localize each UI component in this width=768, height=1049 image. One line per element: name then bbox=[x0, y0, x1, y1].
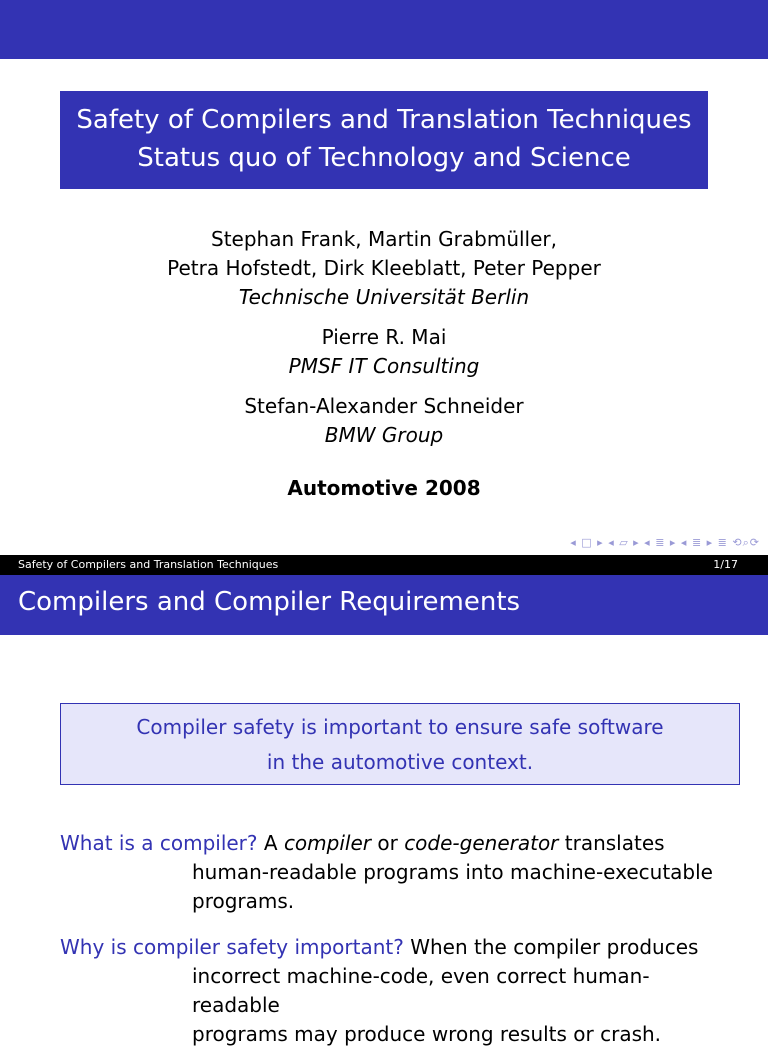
top-header-bar bbox=[0, 0, 768, 59]
authors-block bbox=[0, 225, 768, 312]
frame-title: Compilers and Compiler Requirements bbox=[0, 575, 768, 635]
footer-bar bbox=[0, 555, 768, 575]
answer1-line-2: human-readable programs into machine-executable bbox=[192, 860, 713, 884]
presentation-subtitle: Status quo of Technology and Science bbox=[137, 143, 631, 173]
answer2-line-2: incorrect machine-code, even correct human-readable bbox=[192, 964, 650, 1017]
question-why-safety-important: Why is compiler safety important? bbox=[60, 935, 404, 959]
description-item-1 bbox=[60, 829, 720, 916]
answer2-line-3: programs may produce wrong results or crash. bbox=[192, 1022, 662, 1046]
answer1-line-3: programs. bbox=[192, 889, 295, 913]
affiliation-tu-berlin: Technische Universität Berlin bbox=[238, 285, 530, 309]
affiliation-pmsf: PMSF IT Consulting bbox=[288, 354, 480, 378]
answer1-post: translates bbox=[558, 831, 665, 855]
answer2-line-1: When the compiler produces bbox=[403, 935, 699, 959]
author-mai: Pierre R. Mai bbox=[321, 325, 447, 349]
answer1-mid: or bbox=[371, 831, 405, 855]
footer-title: Safety of Compilers and Translation Techniques bbox=[18, 558, 279, 571]
answer1-emph-compiler: compiler bbox=[283, 831, 371, 855]
beamer-navigation-symbols[interactable]: ◂ □ ▸ ◂ ▱ ▸ ◂ ≣ ▸ ◂ ≣ ▸ ≣ ⟲⌕⟳ bbox=[570, 536, 760, 549]
description-item-2 bbox=[60, 933, 720, 1049]
affiliation-bmw: BMW Group bbox=[324, 423, 444, 447]
event-name: Automotive 2008 bbox=[287, 476, 481, 500]
author-schneider: Stefan-Alexander Schneider bbox=[244, 394, 524, 418]
title-box bbox=[60, 91, 708, 189]
highlight-block bbox=[60, 703, 740, 785]
block-line-1: Compiler safety is important to ensure safe software bbox=[136, 715, 664, 739]
author-block-2 bbox=[0, 323, 768, 381]
presentation-title: Safety of Compilers and Translation Techniques bbox=[76, 105, 692, 135]
authors-line-1: Stephan Frank, Martin Grabmüller, bbox=[211, 227, 557, 251]
answer1-pre: A bbox=[257, 831, 284, 855]
block-line-2: in the automotive context. bbox=[266, 750, 534, 774]
answer1-emph-code-generator: code-generator bbox=[404, 831, 559, 855]
authors-line-2: Petra Hofstedt, Dirk Kleeblatt, Peter Pepper bbox=[167, 256, 601, 280]
question-what-is-compiler: What is a compiler? bbox=[60, 831, 258, 855]
author-block-3 bbox=[0, 392, 768, 450]
page-number: 1/17 bbox=[713, 558, 738, 571]
